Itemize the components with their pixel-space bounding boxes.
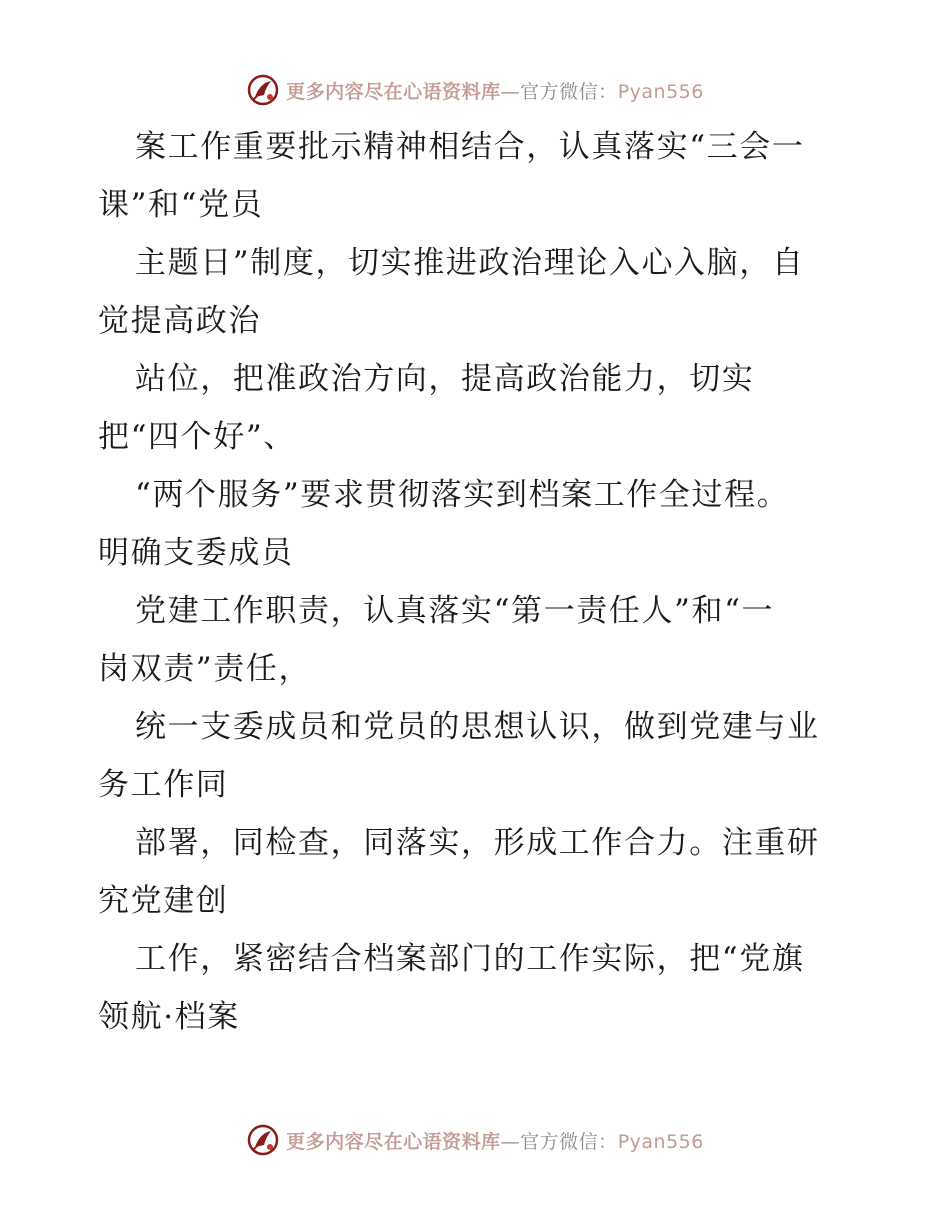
body-line: 工作，紧密结合档案部门的工作实际，把“党旗 [135, 941, 805, 977]
body-line: 把“四个好”、 [98, 419, 296, 455]
footer-banner [0, 1120, 950, 1160]
logo-icon [246, 1123, 280, 1157]
footer-wechat-id: Pyan556 [617, 1130, 704, 1153]
body-line: 课”和“党员 [98, 187, 264, 223]
header-banner-text [286, 77, 704, 104]
body-line: 统一支委成员和党员的思想认识，做到党建与业 [135, 709, 820, 745]
body-line: 主题日”制度，切实推进政治理论入心入脑，自 [135, 245, 805, 281]
body-line: 站位，把准政治方向，提高政治能力，切实 [135, 361, 755, 397]
header-site-text: 更多内容尽在心语资料库 [286, 80, 501, 103]
footer-site-text: 更多内容尽在心语资料库 [286, 1130, 501, 1153]
header-wechat-id: Pyan556 [617, 80, 704, 103]
body-line: 究党建创 [98, 883, 229, 919]
logo-icon [246, 73, 280, 107]
body-line: “两个服务”要求贯彻落实到档案工作全过程。 [135, 477, 790, 513]
footer-wechat-label: 官方微信： [520, 1130, 618, 1153]
footer-banner-text [286, 1127, 704, 1154]
header-wechat-label: 官方微信： [520, 80, 618, 103]
body-line: 案工作重要批示精神相结合，认真落实“三会一 [135, 129, 805, 165]
body-line: 明确支委成员 [98, 535, 294, 571]
body-line: 觉提高政治 [98, 303, 261, 339]
body-line: 部署，同检查，同落实，形成工作合力。注重研 [135, 825, 820, 861]
body-line: 党建工作职责，认真落实“第一责任人”和“一 [135, 593, 775, 629]
header-banner [0, 70, 950, 110]
body-line: 岗双责”责任， [98, 651, 312, 687]
body-line: 领航·档案 [98, 999, 240, 1035]
header-dash: — [500, 80, 521, 103]
footer-dash: — [500, 1130, 521, 1153]
body-line: 务工作同 [98, 767, 229, 803]
